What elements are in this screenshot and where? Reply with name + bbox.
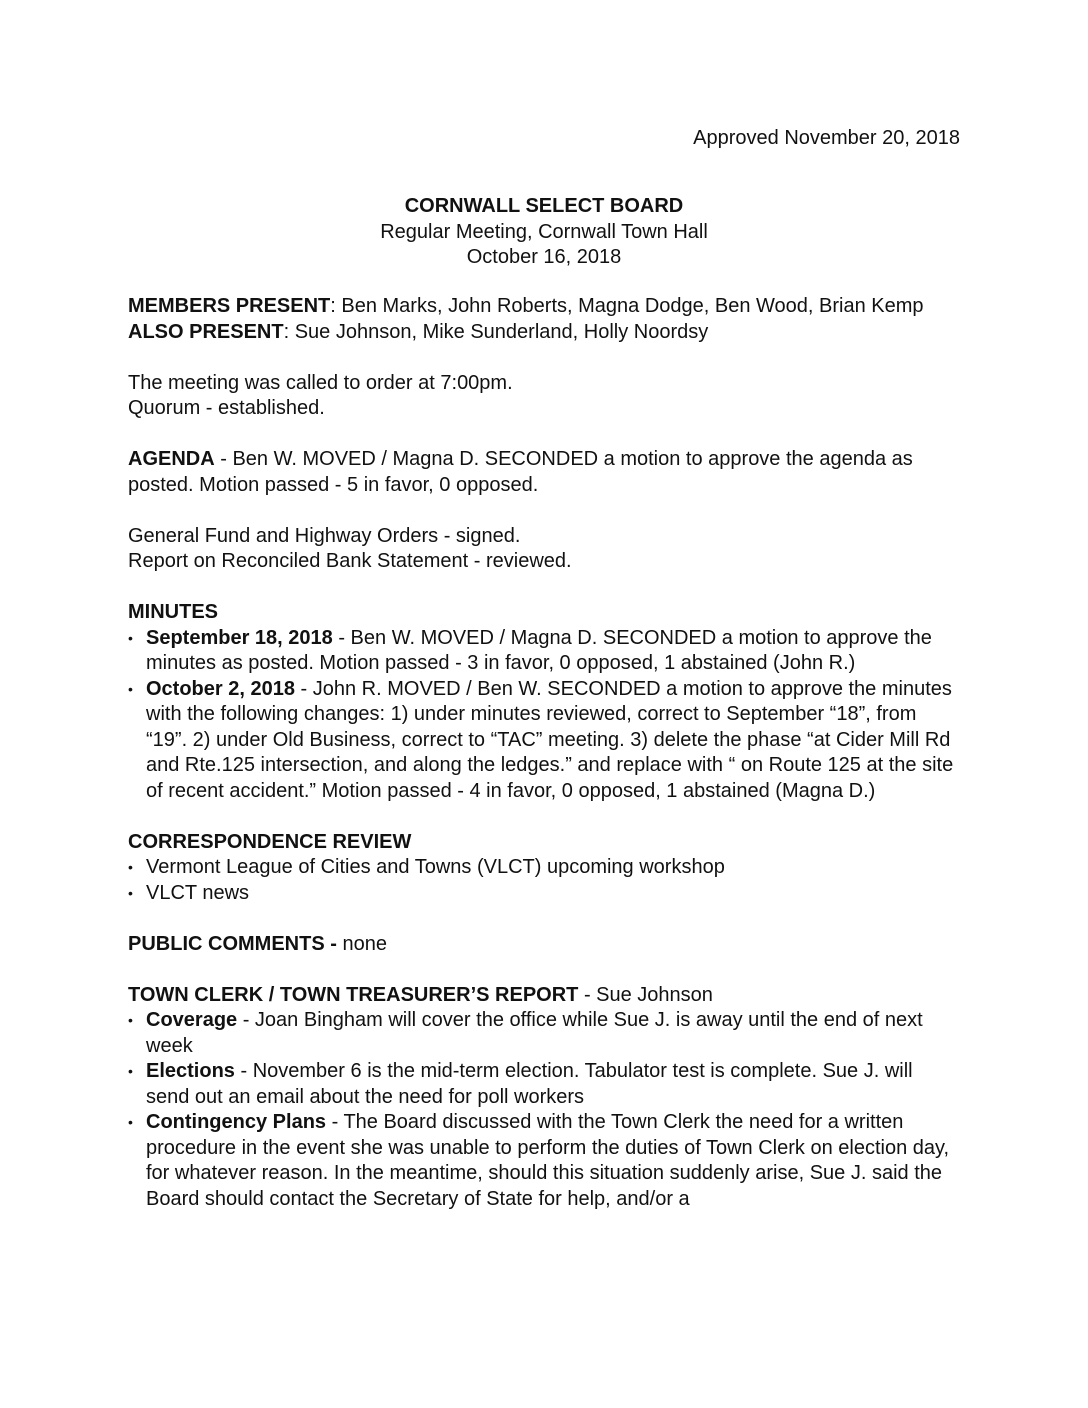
list-item (128, 626, 960, 677)
also-present-label: ALSO PRESENT (128, 320, 284, 343)
list-item-text: - Ben W. MOVED / Magna D. SECONDED a motion to approve the minutes as posted. Motion passed - 3 in favor, 0 opposed, 1 abstained (John R.) (146, 626, 932, 674)
members-present-label: MEMBERS PRESENT (128, 295, 331, 317)
agenda-label: AGENDA (128, 448, 215, 470)
correspondence-list (128, 855, 960, 906)
minutes-list (128, 626, 960, 805)
correspondence-heading-text: CORRESPONDENCE REVIEW (128, 830, 412, 853)
spacer (128, 422, 960, 448)
document-title: CORNWALL SELECT BOARD (404, 195, 684, 217)
list-item (128, 881, 960, 907)
list-item-label: September 18, 2018 (146, 626, 333, 649)
meeting-date: October 16, 2018 (466, 246, 622, 268)
agenda-text: - Ben W. MOVED / Magna D. SECONDED a motion to approve the agenda as posted. Motion passed - 5 in favor, 0 opposed. (128, 448, 913, 496)
bullet-icon: • (128, 680, 133, 697)
list-item-text: - John R. MOVED / Ben W. SECONDED a motion to approve the minutes with the following changes: 1) under minutes reviewed, correct to September “18”, from “19”. 2) under Old Business, correct to “TAC” meeting. 3) delete the phase “at Cider Mill Rd and Rte.125 intersection, and along the ledges.” and replace with “ on Route 125 at the site of recent accident.” Motion passed - 4 in favor, 0 opposed, 1 abstained (Magna D.) (146, 677, 954, 802)
call-to-order: The meeting was called to order at 7:00pm. (128, 371, 513, 394)
list-item-text: - Joan Bingham will cover the office while Sue J. is away until the end of next week (146, 1009, 923, 1057)
list-item (128, 1059, 960, 1110)
members-present-text: : Ben Marks, John Roberts, Magna Dodge, Ben Wood, Brian Kemp (330, 295, 924, 317)
clerk-report-heading-text: TOWN CLERK / TOWN TREASURER’S REPORT (128, 983, 579, 1006)
members-present (128, 294, 960, 320)
bank-statement-line: Report on Reconciled Bank Statement - reviewed. (128, 550, 572, 572)
list-item (128, 677, 960, 805)
public-comments-label: PUBLIC COMMENTS - (128, 932, 337, 955)
bullet-icon: • (128, 1114, 133, 1130)
minutes-heading (128, 600, 960, 626)
document-header (128, 194, 960, 271)
spacer (128, 498, 960, 524)
list-item (128, 855, 960, 881)
bullet-icon: • (128, 859, 133, 875)
list-item-label: Contingency Plans (146, 1111, 327, 1133)
list-item-label: October 2, 2018 (146, 677, 295, 700)
public-comments-text: none (336, 932, 387, 955)
bullet-icon: • (128, 884, 133, 901)
spacer (128, 957, 960, 983)
spacer (128, 345, 960, 371)
bullet-icon: • (128, 629, 133, 646)
also-present-text: : Sue Johnson, Mike Sunderland, Holly Noordsy (283, 320, 709, 343)
list-item (128, 1008, 960, 1059)
orders-line: General Fund and Highway Orders - signed. (128, 524, 521, 547)
also-present (128, 320, 960, 346)
public-comments (128, 932, 960, 958)
clerk-report-heading (128, 983, 960, 1009)
bullet-icon: • (128, 1012, 133, 1028)
spacer (128, 575, 960, 601)
bullet-icon: • (128, 1063, 133, 1079)
quorum: Quorum - established. (128, 397, 325, 419)
list-item-label: Coverage (146, 1009, 238, 1031)
spacer (128, 906, 960, 932)
minutes-heading-text: MINUTES (128, 601, 218, 623)
list-item-label: Elections (146, 1060, 235, 1082)
minutes-body (128, 294, 960, 1212)
agenda-section (128, 447, 960, 498)
list-item-text: VLCT news (146, 881, 250, 904)
approval-note: Approved November 20, 2018 (693, 127, 960, 149)
spacer (128, 804, 960, 830)
clerk-report-list (128, 1008, 960, 1212)
meeting-subtitle: Regular Meeting, Cornwall Town Hall (380, 220, 708, 243)
list-item-text: - The Board discussed with the Town Clerk the need for a written procedure in the event she was unable to perform the duties of Town Clerk on election day, for whatever reason. In the meantime, should this situation suddenly arise, Sue J. said the Board should contact the Secretary of State for help, and/or a (146, 1111, 950, 1210)
list-item-text: Vermont League of Cities and Towns (VLCT) upcoming workshop (146, 856, 725, 878)
list-item (128, 1110, 960, 1212)
correspondence-heading (128, 830, 960, 856)
clerk-report-heading-suffix: - Sue Johnson (578, 983, 713, 1006)
list-item-text: - November 6 is the mid-term election. Tabulator test is complete. Sue J. will send out an email about the need for poll workers (146, 1060, 913, 1108)
